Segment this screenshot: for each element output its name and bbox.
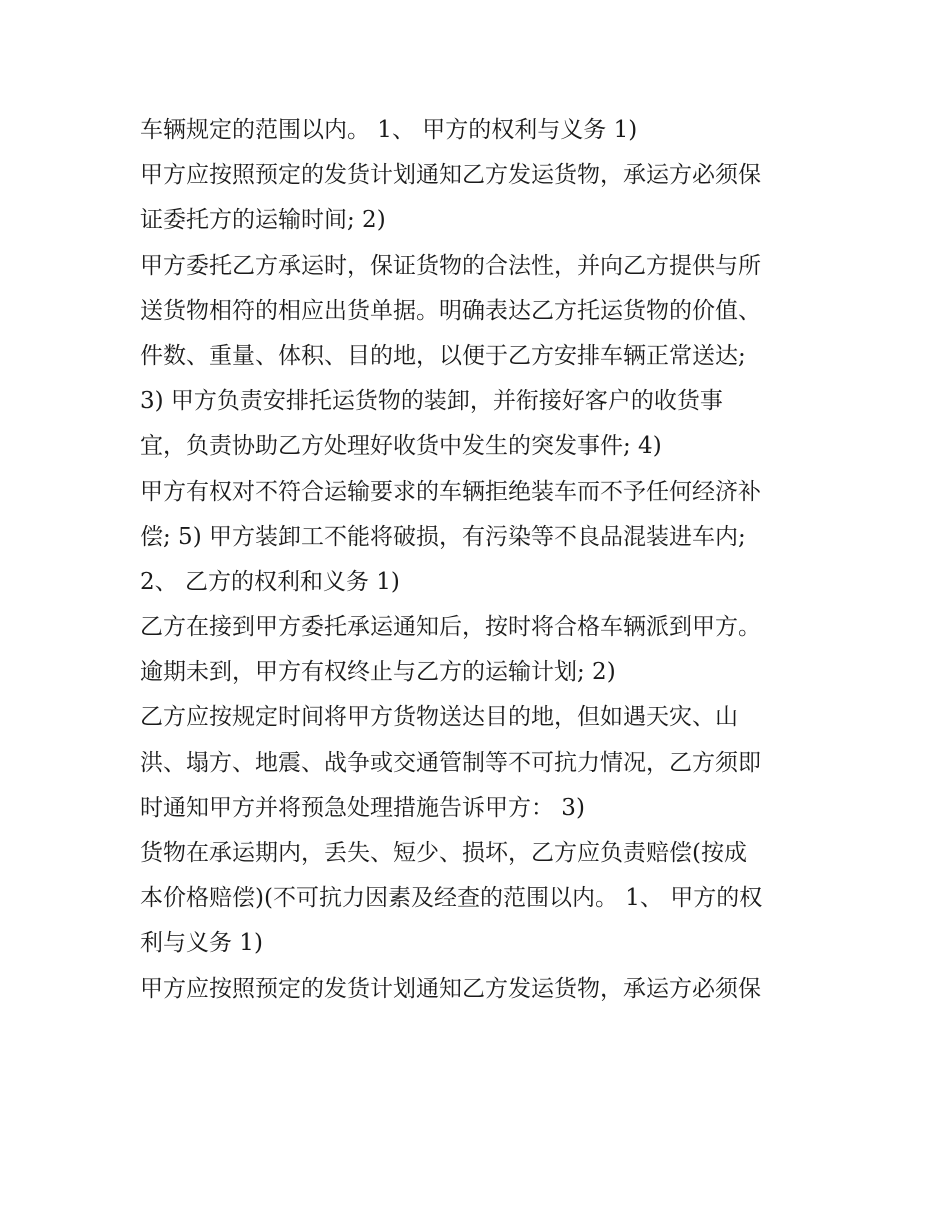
text-line: 货物在承运期内，丢失、短少、损坏，乙方应负责赔偿(按成 bbox=[140, 840, 747, 866]
text-line: 乙方应按规定时间将甲方货物送达目的地，但如遇天灾、山 bbox=[140, 704, 738, 731]
text-line: 甲方委托乙方承运时，保证货物的合法性，并向乙方提供与所 bbox=[140, 252, 761, 279]
text-line: 宜，负责协助乙方处理好收货中发生的突发事件; 4) bbox=[140, 433, 662, 460]
text-line: 偿; 5) 甲方装卸工不能将破损，有污染等不良品混装进车内; bbox=[140, 523, 746, 550]
text-line: 本价格赔偿)(不可抗力因素及经查的范围以内。 1、 甲方的权 bbox=[140, 885, 763, 912]
text-line: 甲方有权对不符合运输要求的车辆拒绝装车而不予任何经济补 bbox=[140, 478, 761, 505]
text-line: 逾期未到，甲方有权终止与乙方的运输计划; 2) bbox=[140, 659, 616, 686]
text-line: 乙方在接到甲方委托承运通知后，按时将合格车辆派到甲方。 bbox=[140, 614, 761, 641]
text-line: 车辆规定的范围以内。 1、 甲方的权利与义务 1) bbox=[140, 117, 638, 143]
text-line: 3) 甲方负责安排托运货物的装卸，并衔接好客户的收货事 bbox=[140, 388, 723, 415]
text-line: 洪、塌方、地震、战争或交通管制等不可抗力情况，乙方须即 bbox=[140, 749, 761, 776]
text-line: 甲方应按照预定的发货计划通知乙方发运货物，承运方必须保 bbox=[140, 162, 761, 189]
text-line: 证委托方的运输时间; 2) bbox=[140, 207, 386, 234]
text-line: 送货物相符的相应出货单据。明确表达乙方托运货物的价值、 bbox=[140, 297, 761, 324]
text-line: 2、 乙方的权利和义务 1) bbox=[140, 568, 400, 595]
document-body bbox=[140, 108, 830, 1012]
text-line: 利与义务 1) bbox=[140, 930, 263, 957]
text-line: 件数、重量、体积、目的地，以便于乙方安排车辆正常送达; bbox=[140, 342, 746, 369]
text-line: 时通知甲方并将预急处理措施告诉甲方： 3) bbox=[140, 794, 585, 821]
text-line: 甲方应按照预定的发货计划通知乙方发运货物，承运方必须保 bbox=[140, 975, 761, 1002]
